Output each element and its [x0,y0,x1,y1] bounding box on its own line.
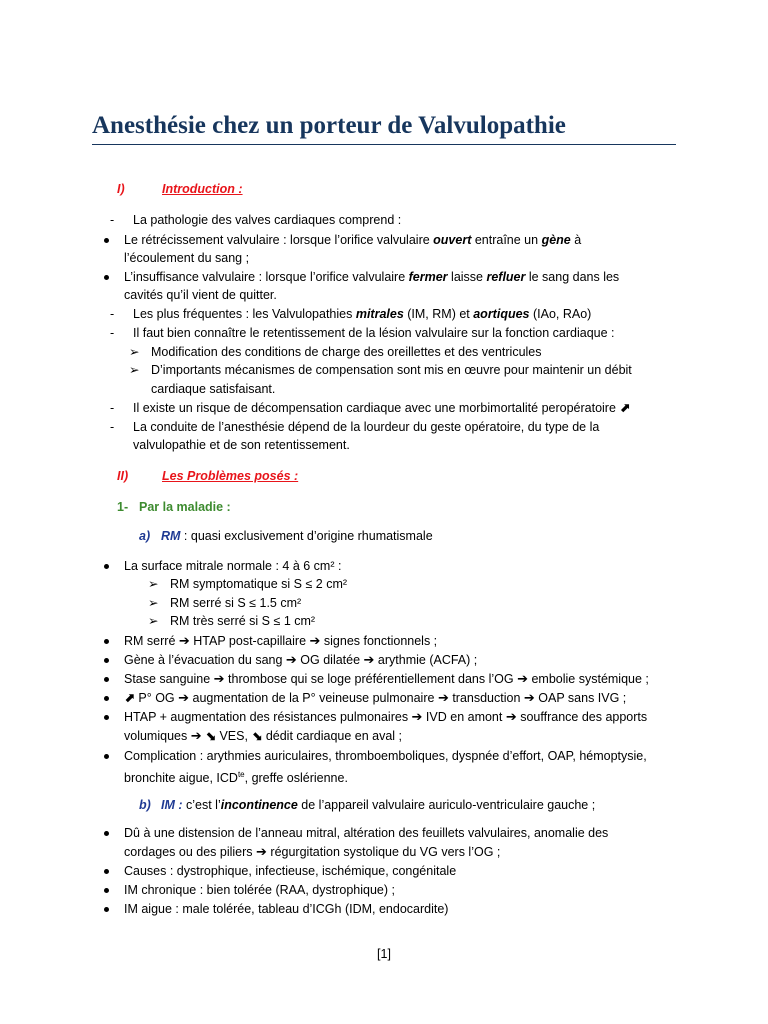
arrow-up-icon: ⬈ [124,690,135,705]
arrow-right-icon: ➔ [505,709,517,724]
bullet-dot [104,564,109,569]
text-line: RM serré ➔ HTAP post-capillaire ➔ signes fonctionnels ; [124,633,438,648]
arrow-up-icon: ⬈ [619,400,631,415]
text-line: Complication : arythmies auriculaires, thromboemboliques, dyspnée d’effort, OAP, hémoptysie, [124,749,647,763]
chevron-icon: ➢ [148,596,159,610]
bullet-dot [104,275,109,280]
section-number: II) [117,469,129,483]
text-line: ⬈ P° OG ➔ augmentation de la P° veineuse pulmonaire ➔ transduction ➔ OAP sans IVG ; [124,690,627,705]
arrow-down-icon: ⬊ [251,728,263,743]
text-line: Causes : dystrophique, infectieuse, ischémique, congénitale [124,864,457,878]
dash-marker: - [110,213,115,227]
text-line: Gène à l’évacuation du sang ➔ OG dilatée ➔ arythmie (ACFA) ; [124,652,478,667]
chevron-icon: ➢ [129,345,140,359]
chevron-icon: ➢ [129,363,140,377]
text-line: RM serré si S ≤ 1.5 cm² [170,596,302,610]
section-heading: Introduction : [162,182,243,196]
arrow-right-icon: ➔ [363,652,375,667]
subsection-heading: Par la maladie : [139,500,231,514]
text-line: IM chronique : bien tolérée (RAA, dystrophique) ; [124,883,395,897]
dash-marker: - [110,401,115,415]
subsection-title: RM : quasi exclusivement d’origine rhumatismale [161,529,433,543]
section-number: I) [117,182,125,196]
arrow-right-icon: ➔ [190,728,202,743]
arrow-right-icon: ➔ [437,690,449,705]
text-line: RM très serré si S ≤ 1 cm² [170,614,316,628]
dash-marker: - [110,420,115,434]
subsection-number: 1- [117,500,129,514]
subsection-title: IM : c’est l’incontinence de l’appareil valvulaire auriculo-ventriculaire gauche ; [161,798,596,812]
item-letter: b) [139,798,151,812]
text-line: RM symptomatique si S ≤ 2 cm² [170,577,348,591]
text-line: valvulopathie et de son retentissement. [133,438,350,452]
text-line: D’importants mécanismes de compensation sont mis en œuvre pour maintenir un débit [151,363,632,377]
section-heading: Les Problèmes posés : [162,469,299,483]
bullet-dot [104,831,109,836]
arrow-right-icon: ➔ [256,844,267,859]
bullet-dot [104,715,109,720]
arrow-right-icon: ➔ [285,652,297,667]
arrow-right-icon: ➔ [517,671,528,686]
item-letter: a) [139,529,151,543]
text-line: volumiques ➔ ⬊ VES, ⬊ dédit cardiaque en aval ; [124,728,403,743]
text-line: Le rétrécissement valvulaire : lorsque l’orifice valvulaire ouvert entraîne un gène à [124,233,582,247]
arrow-right-icon: ➔ [523,690,535,705]
text-line: Stase sanguine ➔ thrombose qui se loge préférentiellement dans l’OG ➔ embolie systémique ; [124,671,649,686]
chevron-icon: ➢ [148,577,159,591]
text-line: IM aigue : male tolérée, tableau d’ICGh (IDM, endocardite) [124,902,449,916]
text-line: Dû à une distension de l’anneau mitral, altération des feuillets valvulaires, anomalie des [124,826,609,840]
text-line: bronchite aigue, $ICD^{te}$, greffe oslérienne. [124,770,348,786]
arrow-right-icon: ➔ [309,633,321,648]
bullet-dot [104,754,109,759]
dash-marker: - [110,307,115,321]
text-line: La pathologie des valves cardiaques comprend : [133,213,402,227]
text-line: La conduite de l’anesthésie dépend de la lourdeur du geste opératoire, du type de la [133,420,600,434]
bullet-dot [104,639,109,644]
text-line: Les plus fréquentes : les Valvulopathies mitrales (IM, RM) et aortiques (IAo, RAo) [133,307,592,321]
bullet-dot [104,658,109,663]
text-line: La surface mitrale normale : 4 à 6 cm² : [124,559,342,573]
bullet-dot [104,888,109,893]
dash-marker: - [110,326,115,340]
text-line: cordages ou des piliers ➔ régurgitation systolique du VG vers l’OG ; [124,844,501,859]
page-number: [1] [377,947,391,961]
text-line: L’insuffisance valvulaire : lorsque l’orifice valvulaire fermer laisse refluer le sang dans les [124,270,620,284]
bullet-dot [104,677,109,682]
text-line: l’écoulement du sang ; [124,251,250,265]
arrow-right-icon: ➔ [411,709,423,724]
bullet-dot [104,907,109,912]
arrow-right-icon: ➔ [213,671,225,686]
bullet-dot [104,869,109,874]
text-line: HTAP + augmentation des résistances pulmonaires ➔ IVD en amont ➔ souffrance des apports [124,709,648,724]
text-line: Il faut bien connaître le retentissement de la lésion valvulaire sur la fonction cardiaque : [133,326,615,340]
text-line: Modification des conditions de charge des oreillettes et des ventricules [151,345,542,359]
text-line: cardiaque satisfaisant. [151,382,276,396]
arrow-right-icon: ➔ [178,690,190,705]
text-line: Il existe un risque de décompensation cardiaque avec une morbimortalité peropératoire ⬈ [133,400,631,415]
chevron-icon: ➢ [148,614,159,628]
arrow-right-icon: ➔ [178,633,190,648]
bullet-dot [104,696,109,701]
text-line: cavités qu’il vient de quitter. [124,288,277,302]
page-title: Anesthésie chez un porteur de Valvulopathie [92,112,676,145]
bullet-dot [104,238,109,243]
arrow-down-icon: ⬊ [205,728,216,743]
